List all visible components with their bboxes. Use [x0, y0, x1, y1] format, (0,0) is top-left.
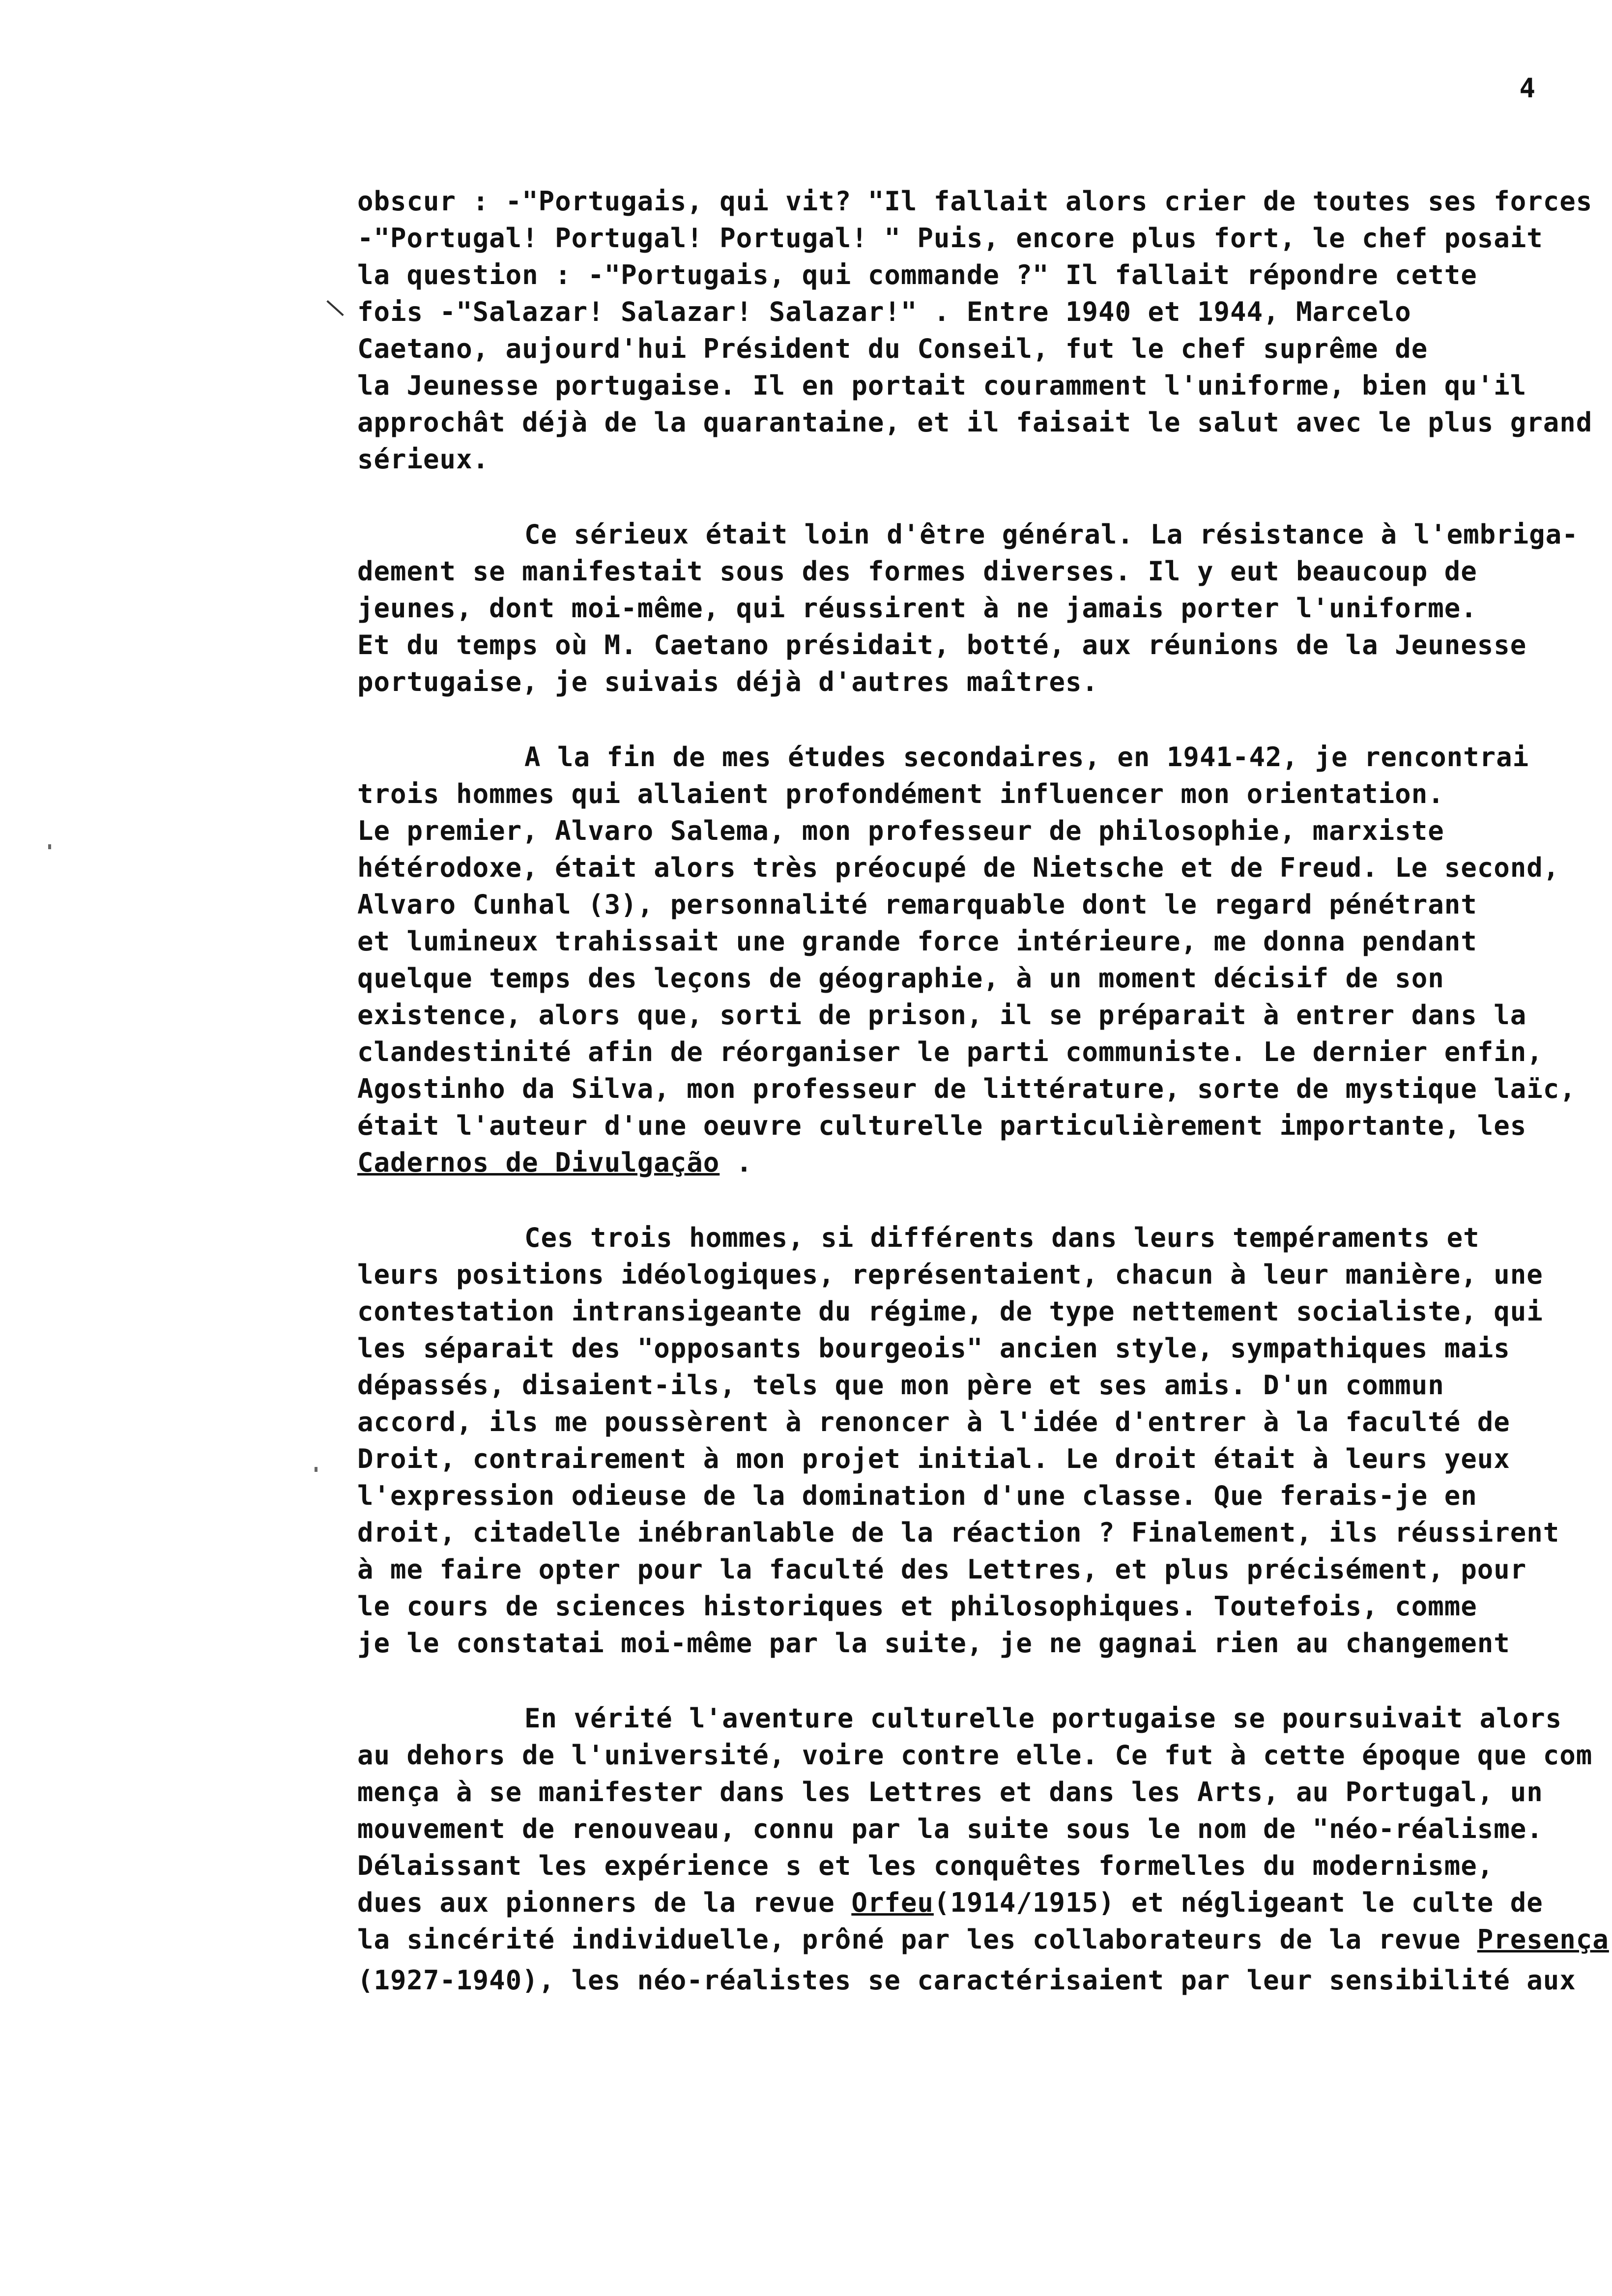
- text-line: Et du temps où M. Caetano présidait, botté, aux réunions de la Jeunesse: [357, 630, 1527, 660]
- text-segment: dues aux pionners de la revue: [357, 1887, 852, 1918]
- margin-mark: [326, 300, 344, 316]
- paragraph-1: [357, 183, 1591, 478]
- text-line: le cours de sciences historiques et philosophiques. Toutefois, comme: [357, 1591, 1477, 1622]
- text-line: était l'auteur d'une oeuvre culturelle particulièrement importante, les: [357, 1110, 1527, 1141]
- text-line: dépassés, disaient-ils, tels que mon père et ses amis. D'un commun: [357, 1370, 1444, 1401]
- text-line: A la fin de mes études secondaires, en 1941-42, je rencontrai: [524, 742, 1529, 773]
- text-line: au dehors de l'université, voire contre elle. Ce fut à cette époque que com: [357, 1740, 1593, 1771]
- text-line: les séparait des "opposants bourgeois" ancien style, sympathiques mais: [357, 1333, 1510, 1364]
- text-line: Délaissant les expérience s et les conquêtes formelles du modernisme,: [357, 1850, 1494, 1881]
- text-line: la question : -"Portugais, qui commande ?" Il fallait répondre cette: [357, 259, 1477, 290]
- text-line: mença à se manifester dans les Lettres et dans les Arts, au Portugal, un: [357, 1777, 1543, 1808]
- title-suffix: .: [720, 1147, 753, 1178]
- scan-speck: [315, 1467, 317, 1472]
- text-line: droit, citadelle inébranlable de la réaction ? Finalement, ils réussirent: [357, 1517, 1560, 1548]
- body-text: [357, 183, 1609, 2037]
- text-line: à me faire opter pour la faculté des Lettres, et plus précisément, pour: [357, 1554, 1527, 1585]
- text-line: dement se manifestait sous des formes diverses. Il y eut beaucoup de: [357, 556, 1477, 587]
- text-line: Alvaro Cunhal (3), personnalité remarquable dont le regard pénétrant: [357, 889, 1477, 920]
- text-line: je le constatai moi-même par la suite, je ne gagnai rien au changement: [357, 1628, 1510, 1659]
- book-title: Cadernos de Divulgação: [357, 1147, 720, 1178]
- text-line: Caetano, aujourd'hui Président du Conseil, fut le chef suprême de: [357, 333, 1428, 364]
- text-line: Agostinho da Silva, mon professeur de littérature, sorte de mystique laïc,: [357, 1073, 1576, 1104]
- text-line: leurs positions idéologiques, représentaient, chacun à leur manière, une: [357, 1259, 1543, 1290]
- text-line: Le premier, Alvaro Salema, mon professeur de philosophie, marxiste: [357, 815, 1444, 846]
- text-line: trois hommes qui allaient profondément influencer mon orientation.: [357, 778, 1444, 809]
- text-line: quelque temps des leçons de géographie, à un moment décisif de son: [357, 963, 1444, 994]
- text-line: mouvement de renouveau, connu par la suite sous le nom de "néo-réalisme.: [357, 1813, 1543, 1844]
- text-line: existence, alors que, sorti de prison, il se préparait à entrer dans la: [357, 1000, 1527, 1031]
- text-line: obscur : -"Portugais, qui vit? "Il fallait alors crier de toutes ses forces: [357, 186, 1593, 217]
- page-number: 4: [1519, 73, 1535, 104]
- text-line: contestation intransigeante du régime, de type nettement socialiste, qui: [357, 1296, 1543, 1327]
- text-line: accord, ils me poussèrent à renoncer à l'idée d'entrer à la faculté de: [357, 1406, 1510, 1437]
- text-line: jeunes, dont moi-même, qui réussirent à ne jamais porter l'uniforme.: [357, 593, 1477, 624]
- journal-title-orfeu: Orfeu: [851, 1887, 934, 1918]
- text-line-orfeu: [357, 1884, 1591, 1921]
- text-line: clandestinité afin de réorganiser le parti communiste. Le dernier enfin,: [357, 1036, 1543, 1067]
- scan-speck: [48, 844, 51, 849]
- text-line: (1927-1940), les néo-réalistes se caractérisaient par leur sensibilité aux: [357, 1965, 1576, 1996]
- text-line: approchât déjà de la quarantaine, et il faisait le salut avec le plus grand: [357, 407, 1593, 438]
- paragraph-5: [357, 1700, 1609, 1999]
- text-line: l'expression odieuse de la domination d'une classe. Que ferais-je en: [357, 1480, 1477, 1511]
- paragraph-4: [357, 1219, 1591, 1662]
- text-segment: la sincérité individuelle, prôné par les collaborateurs de la revue: [357, 1924, 1477, 1955]
- paragraph-3: [357, 739, 1591, 1181]
- text-line: portugaise, je suivais déjà d'autres maîtres.: [357, 666, 1098, 697]
- text-segment: (1914/1915) et négligeant le culte de: [933, 1887, 1543, 1918]
- text-line: Ce sérieux était loin d'être général. La résistance à l'embriga-: [524, 519, 1579, 550]
- text-line: Ces trois hommes, si différents dans leurs tempéraments et: [524, 1222, 1480, 1253]
- text-line: Droit, contrairement à mon projet initial. Le droit était à leurs yeux: [357, 1443, 1510, 1474]
- journal-title-presenca: Presença: [1477, 1924, 1609, 1955]
- text-line: la Jeunesse portugaise. Il en portait couramment l'uniforme, bien qu'il: [357, 370, 1527, 401]
- text-line-underlined: [357, 1144, 1591, 1181]
- text-line: hétérodoxe, était alors très préocupé de Nietsche et de Freud. Le second,: [357, 852, 1560, 883]
- text-line: sérieux.: [357, 444, 489, 475]
- text-line: -"Portugal! Portugal! Portugal! " Puis, encore plus fort, le chef posait: [357, 223, 1543, 254]
- text-line: En vérité l'aventure culturelle portugaise se poursuivait alors: [524, 1703, 1562, 1734]
- paragraph-2: [357, 516, 1591, 700]
- text-line: et lumineux trahissait une grande force intérieure, me donna pendant: [357, 926, 1477, 957]
- text-line-presenca: [357, 1921, 1609, 1958]
- text-line: fois -"Salazar! Salazar! Salazar!" . Entre 1940 et 1944, Marcelo: [357, 296, 1411, 327]
